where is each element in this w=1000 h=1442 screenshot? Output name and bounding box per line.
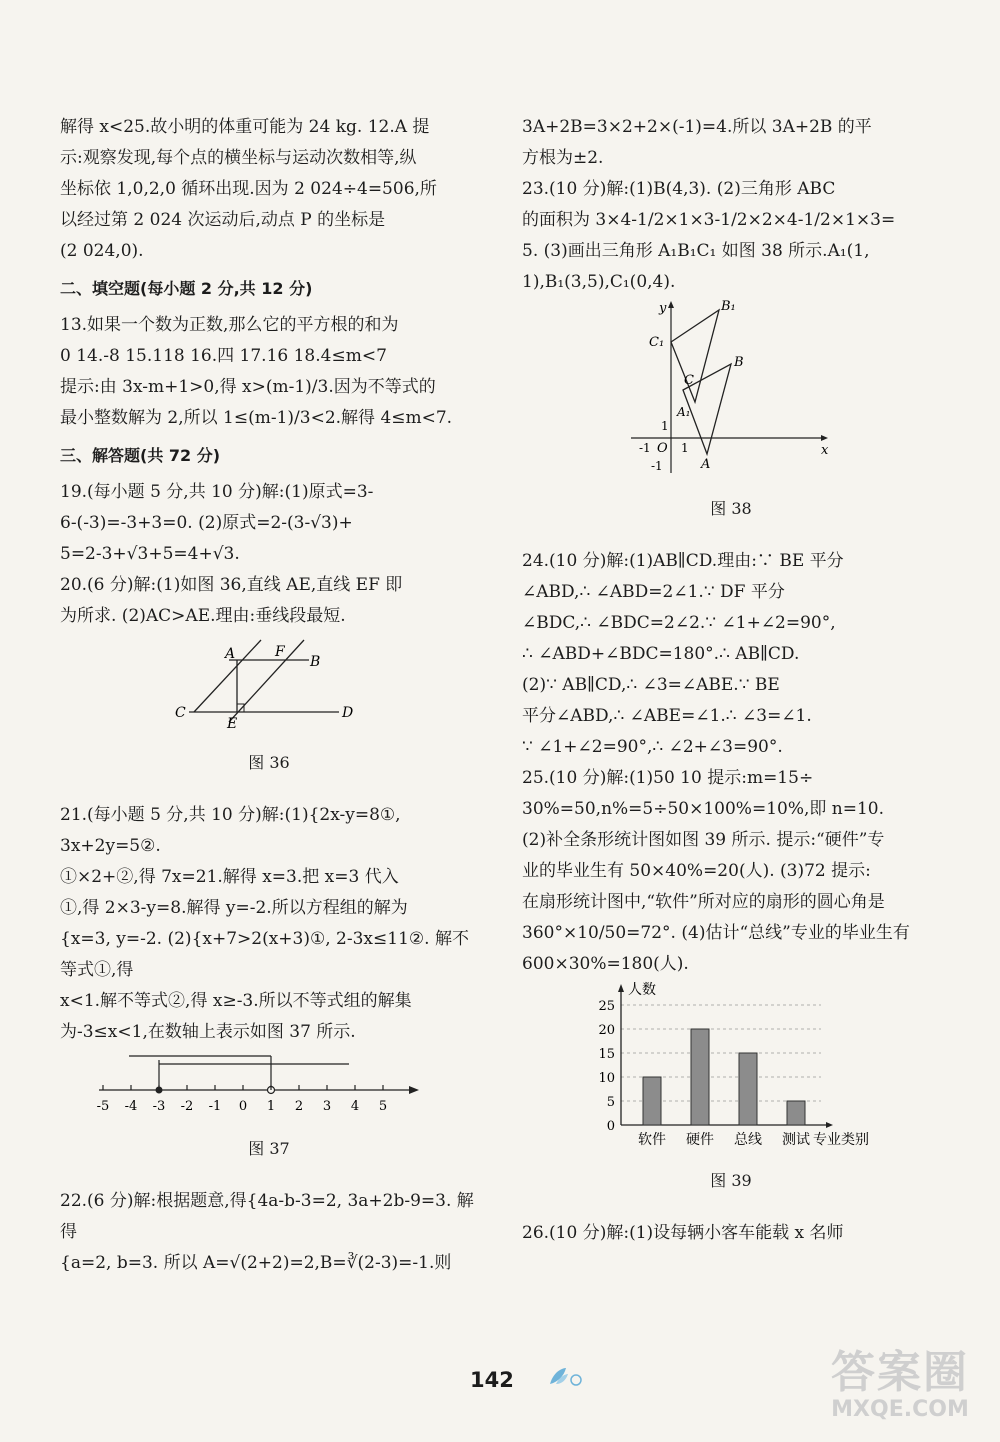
- chart-bar: [643, 1077, 661, 1125]
- caption-fig36: 图 36: [248, 753, 290, 772]
- text-line: ①,得 2×3-y=8.解得 y=-2.所以方程组的解为: [60, 898, 408, 918]
- page-number: 142: [470, 1368, 514, 1392]
- text-line: 26.(10 分)解:(1)设每辆小客车能载 x 名师: [522, 1223, 844, 1243]
- watermark-site: MXQE.COM: [831, 1397, 969, 1422]
- figure-36: [60, 632, 478, 743]
- figure-36-diagram: [169, 632, 369, 732]
- label-B1: B₁: [721, 299, 736, 314]
- section-heading-solutions: 三、解答题(共 72 分): [60, 446, 221, 465]
- number-line-tick-label: 0: [238, 1099, 248, 1114]
- chart-ylabel: 人数: [628, 982, 656, 998]
- caption-fig37: 图 37: [248, 1139, 290, 1158]
- caption-fig39: 图 39: [710, 1171, 752, 1190]
- text-line: 示:观察发现,每个点的横坐标与运动次数相等,纵: [60, 148, 417, 168]
- right-column: [522, 112, 940, 1249]
- text-line: (2)补全条形统计图如图 39 所示. 提示:“硬件”专: [522, 830, 885, 850]
- label-A: A: [225, 646, 236, 662]
- caption-fig38: 图 38: [710, 499, 752, 518]
- text-line: 5. (3)画出三角形 A₁B₁C₁ 如图 38 所示.A₁(1,: [522, 241, 870, 261]
- number-line-tick-label: -1: [208, 1099, 222, 1114]
- text-line: 坐标依 1,0,2,0 循环出现.因为 2 024÷4=506,所: [60, 179, 437, 199]
- number-line-tick-label: 1: [266, 1099, 276, 1114]
- axis-label-y: y: [659, 301, 667, 316]
- label-C: C: [684, 373, 694, 388]
- text-line: {x=3, y=-2. (2){x+7>2(x+3)①, 2-3x≤11②. 解不等式①,得: [60, 929, 469, 980]
- text-line: 23.(10 分)解:(1)B(4,3). (2)三角形 ABC: [522, 179, 836, 199]
- label-A1: A₁: [677, 405, 691, 419]
- text-line: 30%=50,n%=5÷50×100%=10%,即 n=10.: [522, 799, 885, 819]
- figure-39: [522, 980, 940, 1161]
- watermark-brand: 答案圈: [831, 1347, 969, 1398]
- text-line: x<1.解不等式②,得 x≥-3.所以不等式组的解集: [60, 991, 412, 1011]
- text-line: 5=2-3+√3+5=4+√3.: [60, 544, 240, 564]
- chart-bar: [787, 1101, 805, 1125]
- tick-x-1: 1: [681, 441, 689, 455]
- label-A: A: [701, 457, 711, 472]
- coordinate-diagram: [621, 298, 841, 478]
- chart-ytick-label: 10: [598, 1071, 615, 1086]
- text-line: ∴ ∠ABD+∠BDC=180°.∴ AB∥CD.: [522, 644, 800, 664]
- text-line: 22.(6 分)解:根据题意,得{4a-b-3=2, 3a+2b-9=3. 解得: [60, 1191, 474, 1242]
- text-line: 1),B₁(3,5),C₁(0,4).: [522, 272, 676, 292]
- number-line-tick-label: 4: [350, 1099, 360, 1114]
- chart-ytick-label: 5: [606, 1095, 615, 1110]
- chart-xlabel: 专业类别: [813, 1132, 869, 1148]
- chart-ytick-label: 15: [598, 1047, 615, 1062]
- leaf-decoration-icon: [546, 1364, 586, 1388]
- number-line: [89, 1048, 449, 1118]
- number-line-tick-label: -3: [152, 1099, 166, 1114]
- text-line: 25.(10 分)解:(1)50 10 提示:m=15÷: [522, 768, 814, 788]
- figure-37: [60, 1048, 478, 1129]
- watermark: [812, 1348, 988, 1422]
- text-line: 的面积为 3×4-1/2×1×3-1/2×2×4-1/2×1×3=: [522, 210, 896, 230]
- text-line: 提示:由 3x-m+1>0,得 x>(m-1)/3.因为不等式的: [60, 377, 436, 397]
- chart-category-label: 软件: [638, 1132, 666, 1148]
- text-line: ∠ABD,∴ ∠ABD=2∠1.∵ DF 平分: [522, 582, 785, 602]
- text-line: ∠BDC,∴ ∠BDC=2∠2.∵ ∠1+∠2=90°,: [522, 613, 836, 633]
- number-line-tick-label: -5: [96, 1099, 110, 1114]
- text-line: 以经过第 2 024 次运动后,动点 P 的坐标是: [60, 210, 386, 230]
- chart-ytick-label: 25: [598, 999, 615, 1014]
- label-E: E: [227, 716, 238, 732]
- text-line: (2 024,0).: [60, 241, 144, 261]
- number-line-tick-label: 2: [294, 1099, 304, 1114]
- section-heading-fill-in: 二、填空题(每小题 2 分,共 12 分): [60, 279, 313, 298]
- origin-label: O: [657, 441, 668, 456]
- label-C1: C₁: [649, 335, 665, 350]
- tick-y-neg1: -1: [651, 459, 663, 473]
- bar-chart: [581, 980, 881, 1150]
- label-B: B: [310, 654, 321, 670]
- text-line: 为所求. (2)AC>AE.理由:垂线段最短.: [60, 606, 346, 626]
- chart-ytick-label: 0: [606, 1119, 615, 1134]
- text-line: 21.(每小题 5 分,共 10 分)解:(1){2x-y=8①, 3x+2y=5②.: [60, 805, 401, 856]
- text-line: ①×2+②,得 7x=21.解得 x=3.把 x=3 代入: [60, 867, 399, 887]
- text-line: 3A+2B=3×2+2×(-1)=4.所以 3A+2B 的平: [522, 117, 872, 137]
- number-line-tick-label: 5: [378, 1099, 388, 1114]
- text-line: 最小整数解为 2,所以 1≤(m-1)/3<2.解得 4≤m<7.: [60, 408, 453, 428]
- number-line-tick-label: 3: [322, 1099, 332, 1114]
- text-line: (2)∵ AB∥CD,∴ ∠3=∠ABE.∵ BE: [522, 675, 780, 695]
- chart-category-label: 测试: [782, 1132, 810, 1148]
- chart-category-label: 硬件: [686, 1132, 714, 1148]
- text-line: ∵ ∠1+∠2=90°,∴ ∠2+∠3=90°.: [522, 737, 783, 757]
- text-line: 19.(每小题 5 分,共 10 分)解:(1)原式=3-: [60, 482, 374, 502]
- text-line: 13.如果一个数为正数,那么它的平方根的和为: [60, 315, 399, 335]
- text-line: 20.(6 分)解:(1)如图 36,直线 AE,直线 EF 即: [60, 575, 403, 595]
- text-line: 方根为±2.: [522, 148, 604, 168]
- label-B: B: [734, 355, 744, 370]
- label-D: D: [342, 705, 354, 721]
- label-F: F: [275, 644, 285, 660]
- chart-bar: [739, 1053, 757, 1125]
- text-line: 24.(10 分)解:(1)AB∥CD.理由:∵ BE 平分: [522, 551, 844, 571]
- text-line: 业的毕业生有 50×40%=20(人). (3)72 提示:: [522, 861, 871, 881]
- left-column: [60, 112, 478, 1279]
- axis-label-x: x: [821, 443, 829, 458]
- text-line: 平分∠ABD,∴ ∠ABE=∠1.∴ ∠3=∠1.: [522, 706, 812, 726]
- label-C: C: [175, 705, 186, 721]
- chart-category-label: 总线: [734, 1132, 762, 1148]
- text-line: 0 14.-8 15.118 16.四 17.16 18.4≤m<7: [60, 346, 387, 366]
- text-line: {a=2, b=3. 所以 A=√(2+2)=2,B=∛(2-3)=-1.则: [60, 1253, 452, 1273]
- number-line-tick-label: -2: [180, 1099, 194, 1114]
- chart-bar: [691, 1029, 709, 1125]
- tick-y-1: 1: [661, 419, 669, 433]
- chart-ytick-label: 20: [598, 1023, 615, 1038]
- text-line: 6-(-3)=-3+3=0. (2)原式=2-(3-√3)+: [60, 513, 353, 533]
- number-line-tick-label: -4: [124, 1099, 138, 1114]
- figure-38: [522, 298, 940, 489]
- text-line: 360°×10/50=72°. (4)估计“总线”专业的毕业生有: [522, 923, 910, 943]
- tick-x-neg1: -1: [639, 441, 651, 455]
- text-line: 600×30%=180(人).: [522, 954, 689, 974]
- text-line: 为-3≤x<1,在数轴上表示如图 37 所示.: [60, 1022, 356, 1042]
- text-line: 在扇形统计图中,“软件”所对应的扇形的圆心角是: [522, 892, 885, 912]
- text-line: 解得 x<25.故小明的体重可能为 24 kg. 12.A 提: [60, 117, 430, 137]
